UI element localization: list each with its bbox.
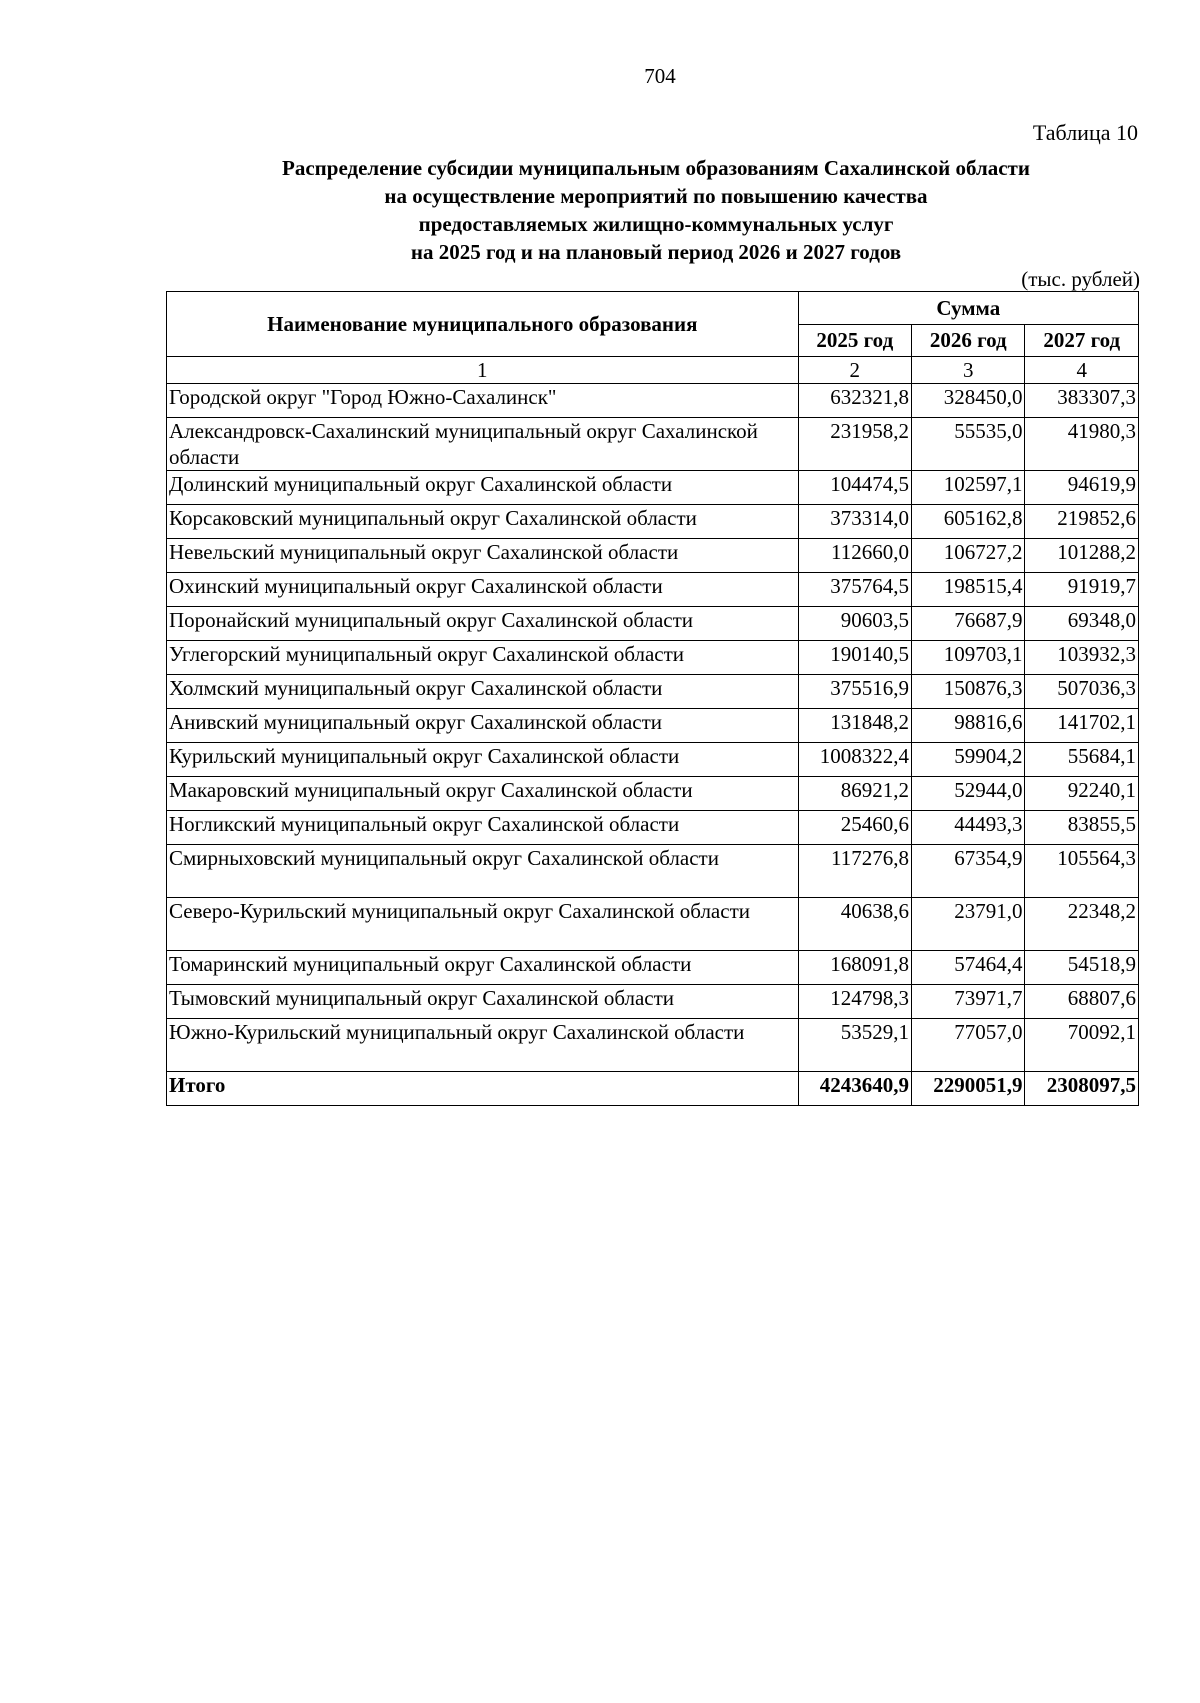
- value-2026: 44493,3: [912, 811, 1025, 845]
- col-number: 3: [912, 357, 1025, 384]
- value-2025: 190140,5: [798, 641, 911, 675]
- value-2026: 67354,9: [912, 845, 1025, 898]
- table-row: [167, 709, 1139, 743]
- value-2025: 25460,6: [798, 811, 911, 845]
- value-2027: 83855,5: [1025, 811, 1139, 845]
- header-year-2027: 2027 год: [1025, 324, 1139, 357]
- value-2026: 605162,8: [912, 505, 1025, 539]
- table-row: [167, 951, 1139, 985]
- table-row: [167, 573, 1139, 607]
- municipality-name: Поронайский муниципальный округ Сахалинской области: [167, 607, 799, 641]
- table-row: [167, 777, 1139, 811]
- value-2027: 101288,2: [1025, 539, 1139, 573]
- col-number: 2: [798, 357, 911, 384]
- value-2027: 105564,3: [1025, 845, 1139, 898]
- value-2027: 54518,9: [1025, 951, 1139, 985]
- table-row: [167, 607, 1139, 641]
- subsidy-table: [166, 291, 1139, 1106]
- total-2026: 2290051,9: [912, 1072, 1025, 1106]
- table-body: [167, 384, 1139, 1072]
- municipality-name: Невельский муниципальный округ Сахалинской области: [167, 539, 799, 573]
- total-label: Итого: [167, 1072, 799, 1106]
- value-2027: 69348,0: [1025, 607, 1139, 641]
- value-2027: 91919,7: [1025, 573, 1139, 607]
- value-2027: 41980,3: [1025, 418, 1139, 471]
- total-2027: 2308097,5: [1025, 1072, 1139, 1106]
- value-2027: 94619,9: [1025, 471, 1139, 505]
- page-number: 704: [644, 64, 676, 88]
- units-label: (тыс. рублей): [1021, 267, 1140, 291]
- title-line: Распределение субсидии муниципальным образованиям Сахалинской области: [282, 156, 1030, 180]
- value-2026: 198515,4: [912, 573, 1025, 607]
- value-2026: 76687,9: [912, 607, 1025, 641]
- value-2026: 57464,4: [912, 951, 1025, 985]
- table-row: [167, 675, 1139, 709]
- header-year-2025: 2025 год: [798, 324, 911, 357]
- table-row: [167, 1019, 1139, 1072]
- municipality-name: Холмский муниципальный округ Сахалинской области: [167, 675, 799, 709]
- total-row: [167, 1072, 1139, 1106]
- value-2025: 632321,8: [798, 384, 911, 418]
- municipality-name: Томаринский муниципальный округ Сахалинской области: [167, 951, 799, 985]
- municipality-name: Ногликский муниципальный округ Сахалинской области: [167, 811, 799, 845]
- title-line: на осуществление мероприятий по повышению качества: [384, 184, 928, 208]
- header-name: Наименование муниципального образования: [167, 292, 799, 357]
- municipality-name: Долинский муниципальный округ Сахалинской области: [167, 471, 799, 505]
- value-2026: 150876,3: [912, 675, 1025, 709]
- municipality-name: Анивский муниципальный округ Сахалинской области: [167, 709, 799, 743]
- table-row: [167, 539, 1139, 573]
- col-number: 4: [1025, 357, 1139, 384]
- value-2025: 112660,0: [798, 539, 911, 573]
- value-2026: 102597,1: [912, 471, 1025, 505]
- municipality-name: Корсаковский муниципальный округ Сахалинской области: [167, 505, 799, 539]
- value-2027: 55684,1: [1025, 743, 1139, 777]
- value-2027: 103932,3: [1025, 641, 1139, 675]
- value-2025: 1008322,4: [798, 743, 911, 777]
- value-2025: 124798,3: [798, 985, 911, 1019]
- table-row: [167, 811, 1139, 845]
- header-sum: Сумма: [798, 292, 1138, 325]
- value-2025: 375516,9: [798, 675, 911, 709]
- value-2027: 383307,3: [1025, 384, 1139, 418]
- value-2026: 55535,0: [912, 418, 1025, 471]
- value-2025: 104474,5: [798, 471, 911, 505]
- table-row: [167, 845, 1139, 898]
- value-2025: 231958,2: [798, 418, 911, 471]
- value-2026: 106727,2: [912, 539, 1025, 573]
- table-row: [167, 743, 1139, 777]
- col-number: 1: [167, 357, 799, 384]
- title-line: на 2025 год и на плановый период 2026 и 2027 годов: [410, 240, 902, 264]
- municipality-name: Александровск-Сахалинский муниципальный округ Сахалинской области: [167, 418, 799, 471]
- table-row: [167, 898, 1139, 951]
- title-line: предоставляемых жилищно-коммунальных услуг: [418, 212, 894, 236]
- value-2027: 22348,2: [1025, 898, 1139, 951]
- value-2025: 86921,2: [798, 777, 911, 811]
- value-2027: 219852,6: [1025, 505, 1139, 539]
- municipality-name: Макаровский муниципальный округ Сахалинской области: [167, 777, 799, 811]
- value-2026: 98816,6: [912, 709, 1025, 743]
- value-2025: 373314,0: [798, 505, 911, 539]
- value-2027: 507036,3: [1025, 675, 1139, 709]
- value-2027: 68807,6: [1025, 985, 1139, 1019]
- value-2025: 40638,6: [798, 898, 911, 951]
- municipality-name: Северо-Курильский муниципальный округ Сахалинской области: [167, 898, 799, 951]
- municipality-name: Охинский муниципальный округ Сахалинской области: [167, 573, 799, 607]
- value-2025: 53529,1: [798, 1019, 911, 1072]
- value-2026: 52944,0: [912, 777, 1025, 811]
- municipality-name: Смирныховский муниципальный округ Сахалинской области: [167, 845, 799, 898]
- value-2025: 131848,2: [798, 709, 911, 743]
- value-2026: 73971,7: [912, 985, 1025, 1019]
- value-2026: 328450,0: [912, 384, 1025, 418]
- value-2027: 141702,1: [1025, 709, 1139, 743]
- value-2026: 59904,2: [912, 743, 1025, 777]
- municipality-name: Углегорский муниципальный округ Сахалинской области: [167, 641, 799, 675]
- municipality-name: Городской округ "Город Южно-Сахалинск": [167, 384, 799, 418]
- table-row: [167, 471, 1139, 505]
- municipality-name: Южно-Курильский муниципальный округ Сахалинской области: [167, 1019, 799, 1072]
- value-2026: 109703,1: [912, 641, 1025, 675]
- table-row: [167, 384, 1139, 418]
- table-row: [167, 641, 1139, 675]
- table-label: Таблица 10: [1032, 120, 1138, 145]
- value-2027: 92240,1: [1025, 777, 1139, 811]
- header-year-2026: 2026 год: [912, 324, 1025, 357]
- table-row: [167, 505, 1139, 539]
- municipality-name: Тымовский муниципальный округ Сахалинской области: [167, 985, 799, 1019]
- value-2026: 77057,0: [912, 1019, 1025, 1072]
- value-2025: 168091,8: [798, 951, 911, 985]
- table-row: [167, 418, 1139, 471]
- value-2027: 70092,1: [1025, 1019, 1139, 1072]
- value-2026: 23791,0: [912, 898, 1025, 951]
- table-row: [167, 985, 1139, 1019]
- total-2025: 4243640,9: [798, 1072, 911, 1106]
- value-2025: 375764,5: [798, 573, 911, 607]
- document-title: [150, 154, 1162, 266]
- value-2025: 117276,8: [798, 845, 911, 898]
- municipality-name: Курильский муниципальный округ Сахалинской области: [167, 743, 799, 777]
- value-2025: 90603,5: [798, 607, 911, 641]
